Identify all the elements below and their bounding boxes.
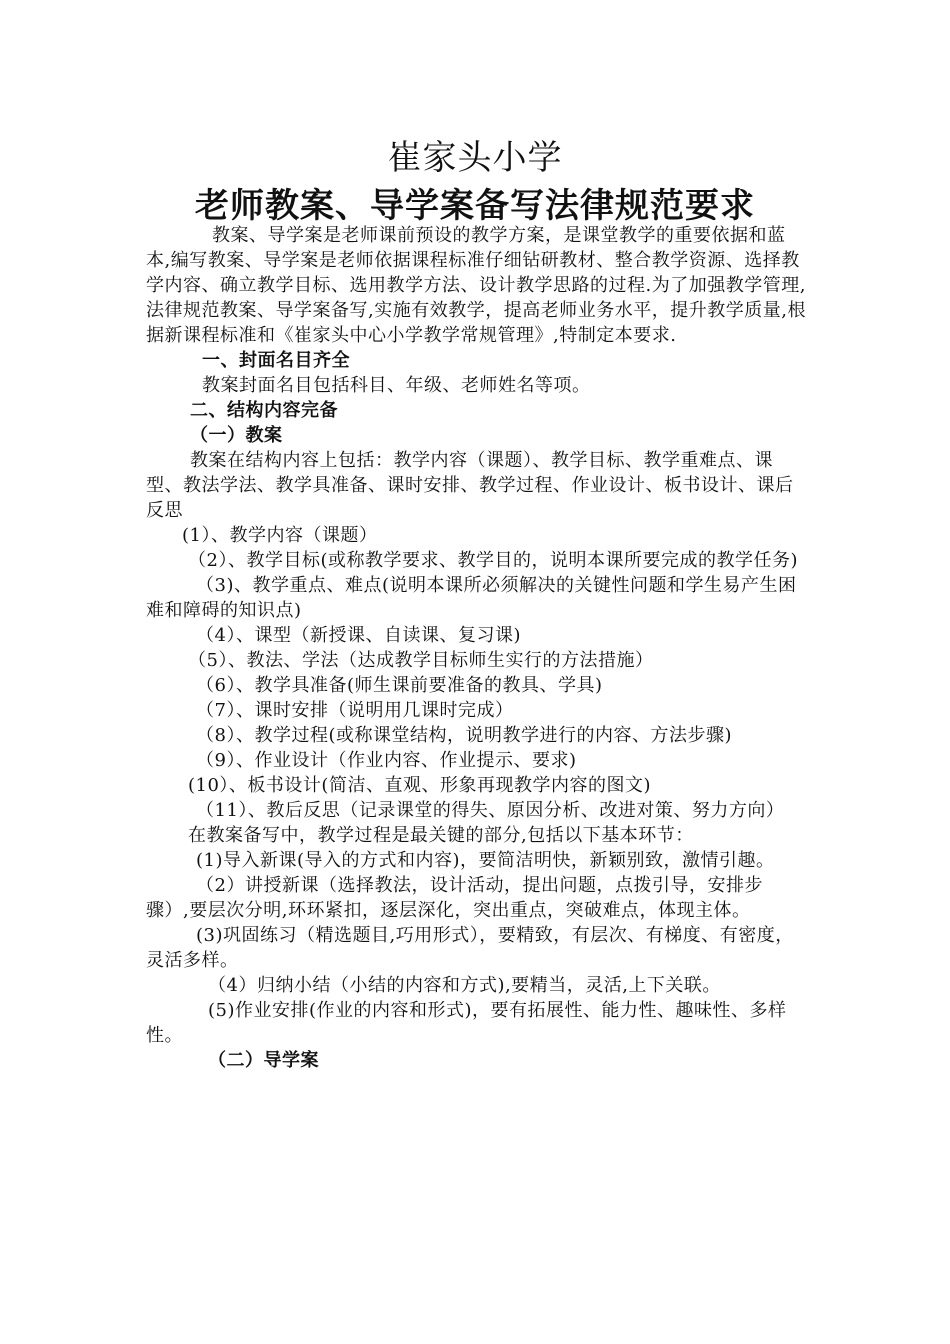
list-item: （3)、教学重点、难点(说明本课所必须解决的关键性问题和学生易产生困难和障碍的知识点) [146,575,797,621]
subsection-study-guide-heading: （二）导学案 [208,1050,319,1071]
list-item: （9）、作业设计（作业内容、作业提示、要求) [196,750,577,771]
process-step: (5)作业安排(作业的内容和形式)，要有拓展性、能力性、趣味性、多样性。 [146,1000,787,1046]
section1-heading: 一、封面名目齐全 [202,350,350,371]
list-item: (10）、板书设计(简洁、直观、形象再现教学内容的图文) [188,775,651,796]
process-step: (1)导入新课(导入的方式和内容)，要简洁明快，新颖别致，激情引趣。 [196,850,775,871]
process-intro: 在教案备写中，教学过程是最关键的部分,包括以下基本环节： [188,825,694,846]
process-step: （4）归纳小结（小结的内容和方式),要精当，灵活,上下关联。 [208,975,721,996]
list-item: （8）、教学过程(或称课堂结构，说明教学进行的内容、方法步骤) [196,725,732,746]
intro-paragraph: 教案、导学案是老师课前预设的教学方案，是课堂教学的重要依据和蓝本,编写教案、导学案是老师依据课程标准仔细钻研教材、整合教学资源、选择教学内容、确立教学目标、选用教学方法、设计教学思路的过程.为了加强教学管理,法律规范教案、导学案备写,实施有效教学，提高老师业务水平，提升教学质量,根据新课程标准和《崔家头中心小学教学常规管理》,特制定本要求. [146,225,806,346]
section2-heading: 二、结构内容完备 [190,400,338,421]
subsection-lesson-plan-heading: （一）教案 [190,425,283,446]
list-item: （6）、教学具准备(师生课前要准备的教具、学具) [196,675,603,696]
lesson-plan-structure-text: 教案在结构内容上包括：教学内容（课题）、教学目标、教学重难点、课型、教法学法、教学具准备、课时安排、教学过程、作业设计、板书设计、课后反思 [146,450,794,521]
document-body [146,223,806,1073]
section1-text: 教案封面名目包括科目、年级、老师姓名等项。 [202,375,591,396]
list-item: （4）、课型（新授课、自读课、复习课) [196,625,521,646]
document-subtitle: 老师教案、导学案备写法律规范要求 [195,186,755,226]
process-step: （2）讲授新课（选择教法，设计活动，提出问题，点拨引导，安排步骤）,要层次分明,环环紧扣，逐层深化，突出重点，突破难点，体现主体。 [146,875,763,921]
list-item: （5）、教法、学法（达成教学目标师生实行的方法措施） [188,650,654,671]
list-item: （2）、教学目标(或称教学要求、教学目的，说明本课所要完成的教学任务) [188,550,798,571]
document-title: 崔家头小学 [387,138,563,178]
process-step: (3)巩固练习（精选题目,巧用形式），要精致，有层次、有梯度、有密度，灵活多样。 [146,925,794,971]
list-item: （11）、教后反思（记录课堂的得失、原因分析、改进对策、努力方向） [196,800,785,821]
list-item: (1）、教学内容（课题） [182,525,378,546]
list-item: （7）、课时安排（说明用几课时完成） [196,700,514,721]
